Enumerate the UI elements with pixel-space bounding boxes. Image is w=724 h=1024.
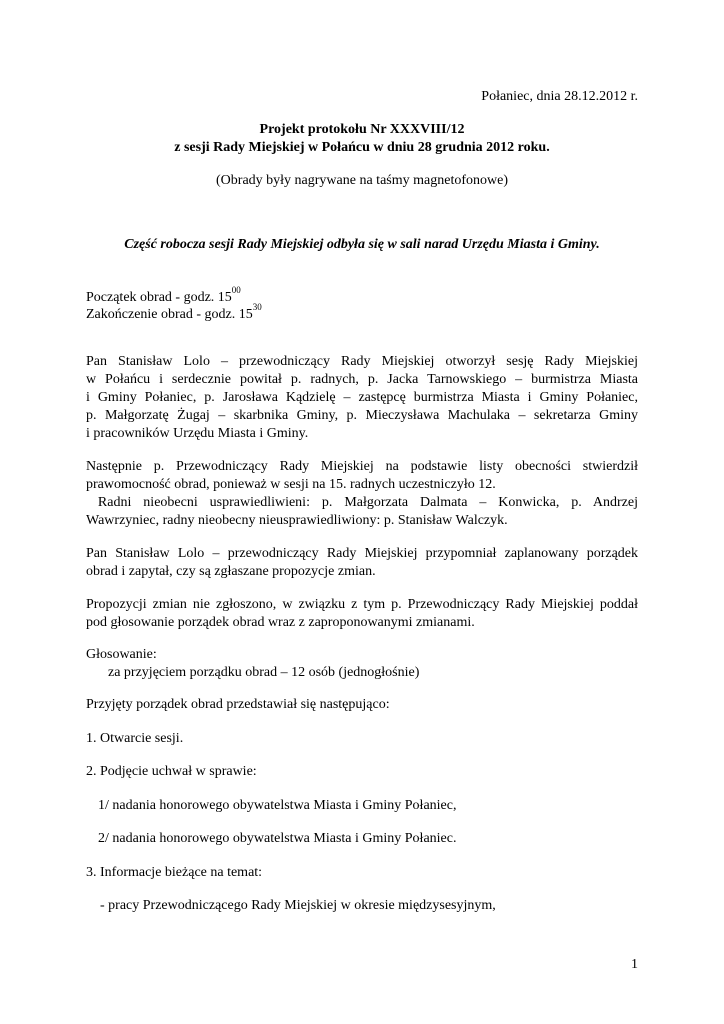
agenda-subitem: 1/ nadania honorowego obywatelstwa Miasta i Gminy Połaniec,: [98, 798, 457, 813]
agenda-intro: Przyjęty porządek obrad przedstawiał się następująco:: [86, 697, 390, 712]
vote-label: Głosowanie:: [86, 647, 157, 662]
start-time-label: Początek obrad - godz. 15: [86, 290, 232, 305]
start-time: [86, 285, 241, 307]
page-number: 1: [631, 957, 638, 972]
para4-line: Pan Stanisław Lolo – przewodniczący Rady Miejskiej przypomniał zaplanowany porządek: [86, 546, 638, 561]
end-time-minutes: 30: [252, 302, 262, 313]
agenda-item: 2. Podjęcie uchwał w sprawie:: [86, 764, 257, 779]
para3-line: Radni nieobecni usprawiedliwieni: p. Małgorzata Dalmata – Konwicka, p. Andrzej: [86, 495, 638, 510]
place-and-date: Połaniec, dnia 28.12.2012 r.: [481, 89, 638, 104]
agenda-subitem: - pracy Przewodniczącego Rady Miejskiej w okresie międzysesyjnym,: [100, 898, 496, 913]
para5-line: pod głosowanie porządek obrad wraz z zaproponowanymi zmianami.: [86, 615, 475, 630]
agenda-item: 3. Informacje bieżące na temat:: [86, 865, 263, 880]
para1-line: w Połańcu i serdecznie powitał p. radnych, p. Jacka Tarnowskiego – burmistrza Miasta: [86, 372, 638, 387]
para1-line: Pan Stanisław Lolo – przewodniczący Rady Miejskiej otworzył sesję Rady Miejskiej: [86, 354, 638, 369]
para1-line: i Gminy Połaniec, p. Jarosława Kądzielę – zastępcę burmistrza Miasta i Gminy Połaniec,: [86, 390, 638, 405]
para1-line: p. Małgorzatę Żugaj – skarbnika Gminy, p. Mieczysława Machulaka – sekretarza Gminy: [86, 408, 638, 423]
para3-line: Wawrzyniec, radny nieobecny nieusprawiedliwiony: p. Stanisław Walczyk.: [86, 513, 508, 528]
agenda-item: 1. Otwarcie sesji.: [86, 731, 184, 746]
para2-line: Następnie p. Przewodniczący Rady Miejskiej na podstawie listy obecności stwierdził: [86, 459, 638, 474]
start-time-minutes: 00: [231, 285, 241, 296]
para4-line: obrad i zapytał, czy są zgłaszane propozycje zmian.: [86, 564, 376, 579]
para2-line: prawomocność obrad, ponieważ w sesji na 15. radnych uczestniczyło 12.: [86, 477, 496, 492]
para5-line: Propozycji zmian nie zgłoszono, w związku z tym p. Przewodniczący Rady Miejskiej poddał: [86, 597, 638, 612]
vote-result: za przyjęciem porządku obrad – 12 osób (jednogłośnie): [108, 665, 420, 680]
end-time-label: Zakończenie obrad - godz. 15: [86, 307, 253, 322]
end-time: [86, 302, 262, 324]
location-note: Część robocza sesji Rady Miejskiej odbyła się w sali narad Urzędu Miasta i Gminy.: [124, 237, 600, 252]
document-subtitle: z sesji Rady Miejskiej w Połańcu w dniu 28 grudnia 2012 roku.: [174, 140, 550, 155]
recording-note: (Obrady były nagrywane na taśmy magnetofonowe): [216, 173, 508, 188]
agenda-subitem: 2/ nadania honorowego obywatelstwa Miasta i Gminy Połaniec.: [98, 831, 457, 846]
document-title: Projekt protokołu Nr XXXVIII/12: [259, 122, 465, 137]
para1-line: i pracowników Urzędu Miasta i Gminy.: [86, 426, 309, 441]
